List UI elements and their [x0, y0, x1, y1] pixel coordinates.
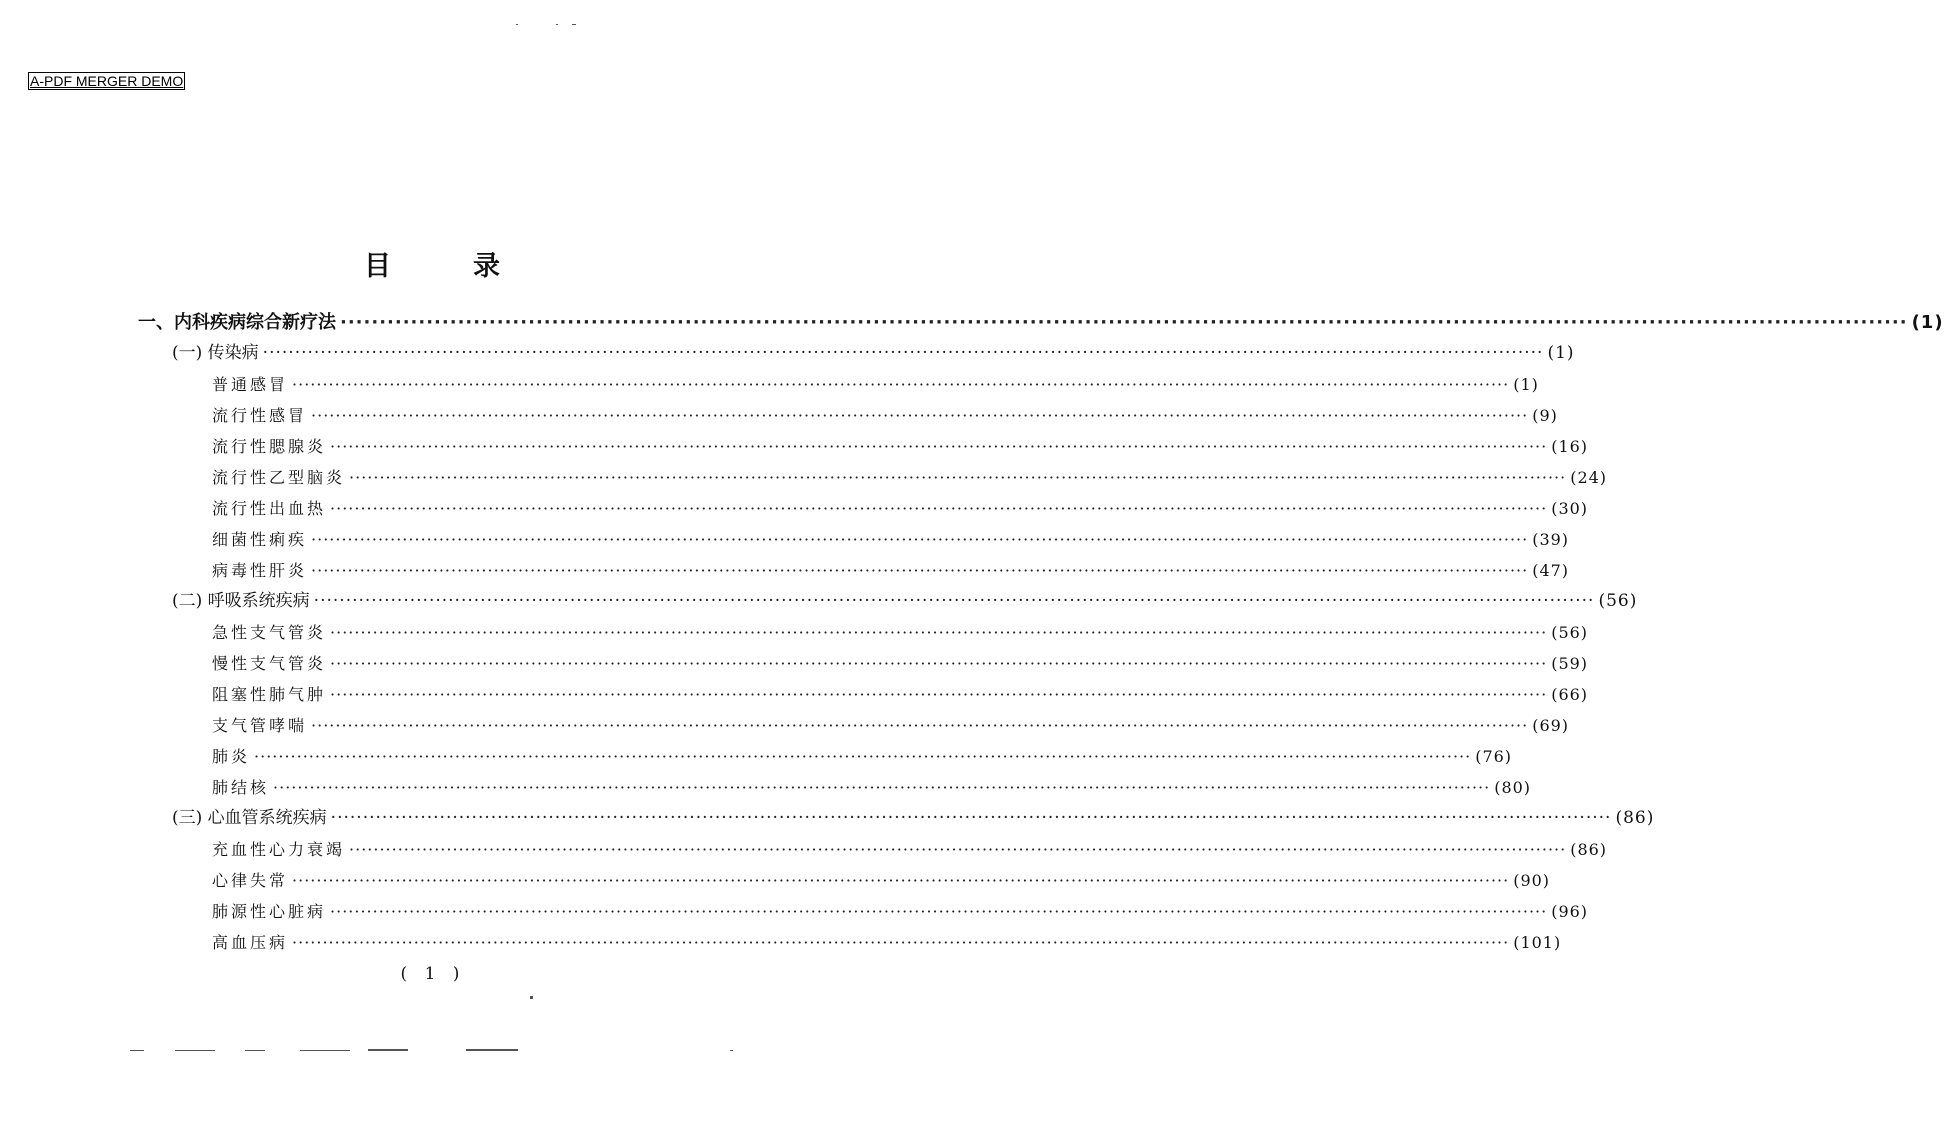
toc-entry-page: (30) [1551, 499, 1589, 518]
toc-row [212, 462, 1608, 493]
toc-row [138, 307, 1944, 338]
page-title [0, 244, 866, 283]
toc-entry-label: 肺炎 [212, 747, 251, 766]
toc-entry-page: (56) [1551, 623, 1589, 642]
toc-leader-dots: ········································································································································································································ [311, 716, 1529, 735]
toc-entry-page: (1) [1513, 375, 1539, 394]
toc-entry-page: (80) [1494, 778, 1532, 797]
toc-leader-dots: ········································································································································································································ [273, 778, 1491, 797]
toc-entry-label: 普通感冒 [212, 375, 289, 394]
scan-speck [556, 24, 558, 25]
toc-leader-dots: ········································································································································································································ [330, 685, 1548, 704]
scan-speck [175, 1050, 215, 1051]
toc-row [172, 586, 1638, 617]
scan-speck [368, 1049, 408, 1051]
title-char-2: 录 [473, 251, 502, 282]
toc-leader-dots: ········································································································································································································ [254, 747, 1472, 766]
toc-entry-page: (47) [1532, 561, 1570, 580]
toc-leader-dots: ········································································································································································································ [349, 840, 1567, 859]
toc-row [212, 772, 1532, 803]
toc-row [212, 927, 1562, 958]
toc-leader-dots: ········································································································································································································ [292, 871, 1510, 890]
toc-row [212, 648, 1589, 679]
toc-entry-label: 流行性出血热 [212, 499, 327, 518]
toc-leader-dots: ········································································································································································································ [292, 375, 1510, 394]
toc-entry-label: 支气管哮喘 [212, 716, 308, 735]
scan-speck [466, 1049, 518, 1051]
toc-row [212, 617, 1589, 648]
toc-entry-label: 流行性腮腺炎 [212, 437, 327, 456]
toc-leader-dots: ········································································································································································································ [340, 312, 1908, 333]
toc-entry-page: (39) [1532, 530, 1570, 549]
toc-row [212, 400, 1558, 431]
toc-entry-label: 流行性乙型脑炎 [212, 468, 346, 487]
toc-row [212, 679, 1589, 710]
toc-row [212, 493, 1589, 524]
toc-entry-page: (16) [1551, 437, 1589, 456]
toc-entry-label: 病毒性肝炎 [212, 561, 308, 580]
toc-entry-label: 急性支气管炎 [212, 623, 327, 642]
page-number: ( 1 ) [400, 964, 466, 984]
toc-leader-dots: ········································································································································································································ [313, 591, 1595, 611]
toc-leader-dots: ········································································································································································································ [262, 343, 1544, 363]
toc-entry-page: (86) [1615, 808, 1655, 828]
toc-row [212, 741, 1513, 772]
toc-entry-label: (一) 传染病 [172, 343, 259, 363]
toc-leader-dots: ········································································································································································································ [292, 933, 1510, 952]
toc-row [172, 803, 1655, 834]
toc-entry-label: 肺源性心脏病 [212, 902, 327, 921]
toc-row [172, 338, 1575, 369]
toc-entry-label: 阻塞性肺气肿 [212, 685, 327, 704]
toc-entry-label: 流行性感冒 [212, 406, 308, 425]
toc-leader-dots: ········································································································································································································ [330, 902, 1548, 921]
toc-entry-page: (76) [1475, 747, 1513, 766]
toc-row [212, 834, 1608, 865]
toc-entry-page: (90) [1513, 871, 1551, 890]
scan-speck [730, 1050, 733, 1051]
toc-entry-label: 细菌性痢疾 [212, 530, 308, 549]
toc-entry-label: 慢性支气管炎 [212, 654, 327, 673]
toc-row [212, 524, 1570, 555]
toc-entry-page: (96) [1551, 902, 1589, 921]
toc-row [212, 865, 1551, 896]
toc-entry-page: (9) [1532, 406, 1558, 425]
toc-entry-page: (66) [1551, 685, 1589, 704]
watermark-label: A-PDF MERGER DEMO [30, 73, 184, 89]
toc-row [212, 431, 1589, 462]
scan-speck [130, 1050, 144, 1051]
toc-entry-page: (86) [1570, 840, 1608, 859]
toc-entry-label: (三) 心血管系统疾病 [172, 808, 327, 828]
toc-entry-label: 心律失常 [212, 871, 289, 890]
toc-leader-dots: ········································································································································································································ [311, 406, 1529, 425]
scan-speck [245, 1050, 265, 1051]
toc-entry-label: (二) 呼吸系统疾病 [172, 591, 310, 611]
toc-leader-dots: ········································································································································································································ [330, 808, 1612, 828]
scan-speck [572, 24, 576, 25]
toc-entry-page: (59) [1551, 654, 1589, 673]
toc-entry-page: (101) [1513, 933, 1562, 952]
toc-entry-label: 充血性心力衰竭 [212, 840, 346, 859]
toc-entry-page: (56) [1598, 591, 1638, 611]
toc-entry-page: (24) [1570, 468, 1608, 487]
toc-entry-page: (1) [1911, 312, 1944, 333]
toc-leader-dots: ········································································································································································································ [349, 468, 1567, 487]
toc-leader-dots: ········································································································································································································ [311, 561, 1529, 580]
toc-leader-dots: ········································································································································································································ [330, 499, 1548, 518]
toc-leader-dots: ········································································································································································································ [330, 437, 1548, 456]
scan-speck [516, 24, 518, 25]
toc-entry-page: (1) [1547, 343, 1575, 363]
toc-row [212, 896, 1589, 927]
scan-speck [530, 996, 533, 999]
title-char-1: 目 [364, 251, 393, 282]
toc-entry-page: (69) [1532, 716, 1570, 735]
toc-leader-dots: ········································································································································································································ [330, 623, 1548, 642]
toc-entry-label: 一、内科疾病综合新疗法 [138, 312, 336, 333]
toc-entry-label: 肺结核 [212, 778, 270, 797]
toc-leader-dots: ········································································································································································································ [330, 654, 1548, 673]
toc-row [212, 369, 1539, 400]
toc-leader-dots: ········································································································································································································ [311, 530, 1529, 549]
scan-speck [300, 1050, 350, 1051]
toc-row [212, 555, 1570, 586]
toc-entry-label: 高血压病 [212, 933, 289, 952]
toc-row [212, 710, 1570, 741]
